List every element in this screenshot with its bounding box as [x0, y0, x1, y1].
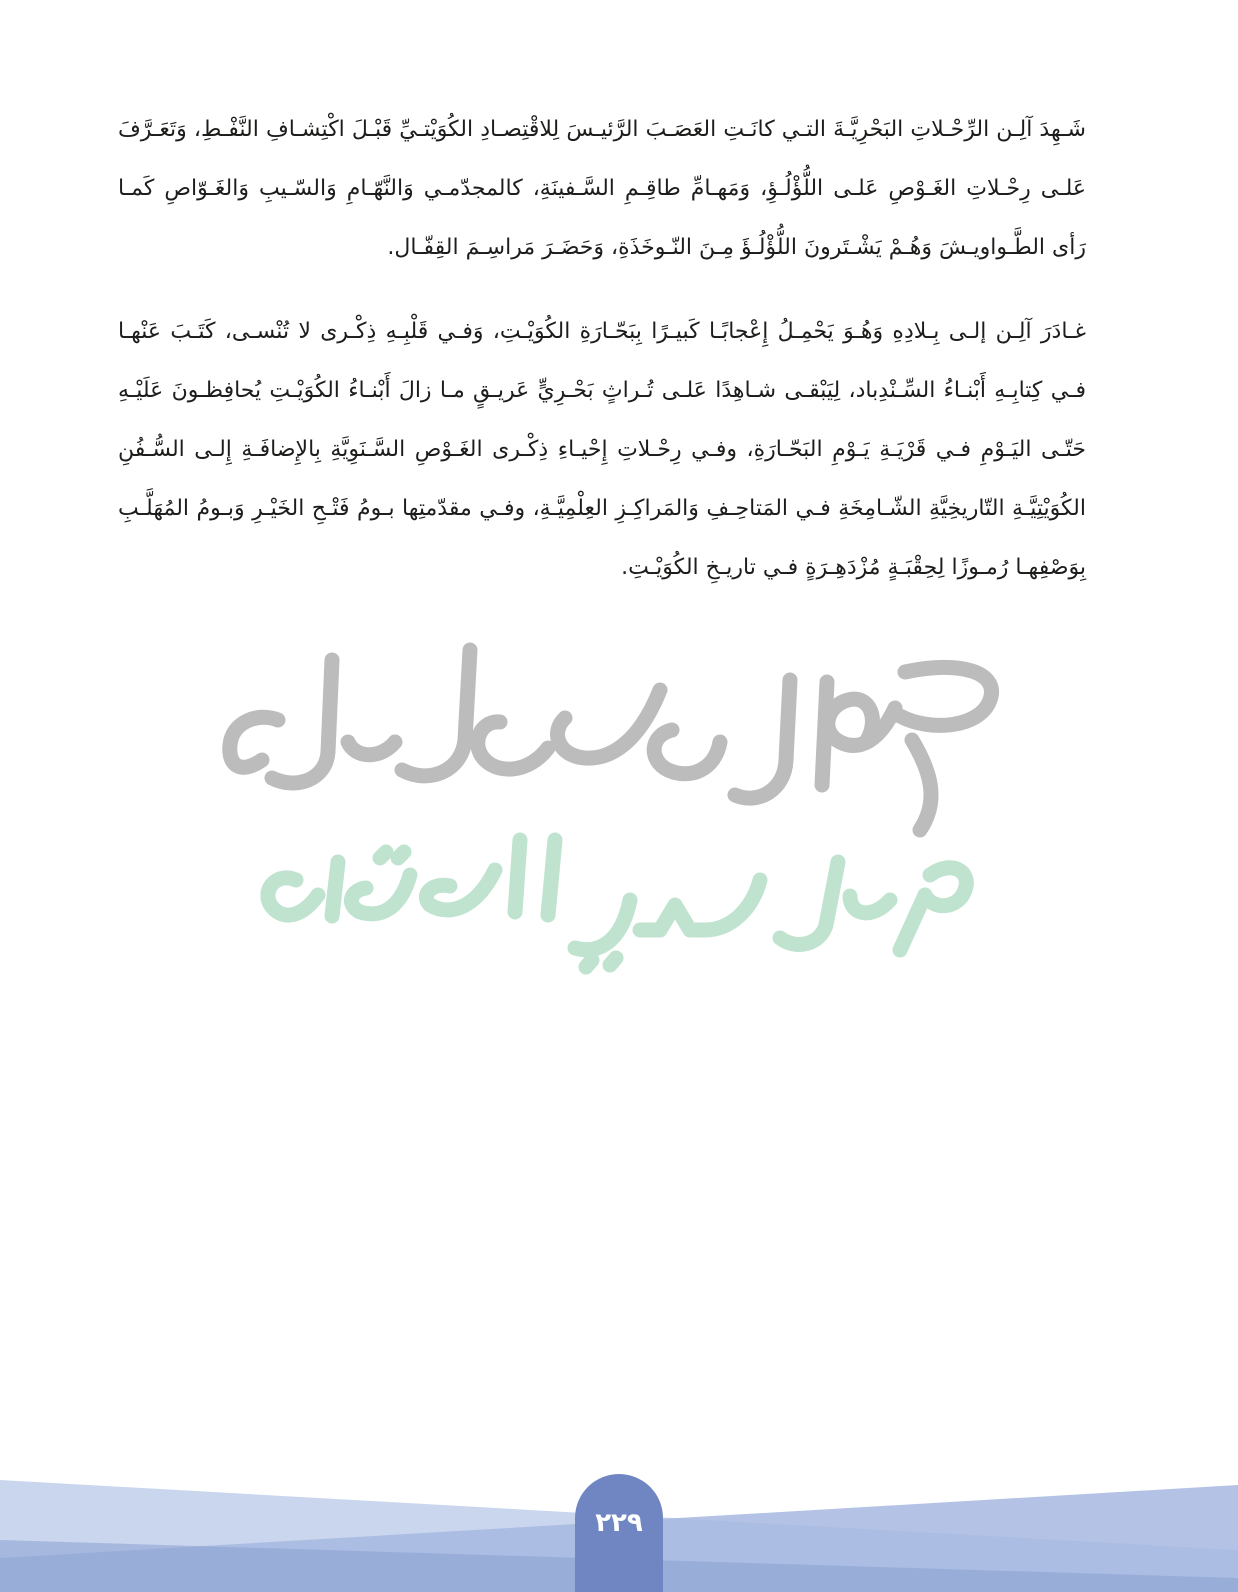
- paragraph-1: شَـهِدَ آلِـن الرِّحْـلاتِ البَحْرِيَّـةَ التـي كانَـتِ العَصَـبَ الرَّئيـسَ لِلاقْتِصـادِ الكُوَيْتـيِّ قَبْـلَ اكْتِشـافِ النَّفْـطِ، وَتَعَـرَّفَ عَلـى رِحْـلاتِ الغَـوْصِ عَلـى اللُّؤْلُـؤِ، وَمَهـامِّ طاقِـمِ السَّـفينَةِ، كالمجدّمـي وَالنَّهّـامِ وَالسّـيبِ وَالغَـوّاصِ كَمـا رَأى الطَّـواويـشَ وَهُـمْ يَشْـتَرونَ اللُّؤْلُـؤَ مِـنَ النّـوخَذَةِ، وَحَضَـرَ مَراسِـمَ القِفّـال.: [118, 117, 1086, 260]
- watermark-line-1: [230, 650, 992, 830]
- paragraph-2: غـادَرَ آلِـن إلـى بِـلادِهِ وَهُـوَ يَحْمِـلُ إِعْجابًـا كَبيـرًا بِبَحّـارَةِ الكُوَيْـتِ، وَفـي قَلْبِـهِ ذِكْـرى لا تُنْسـى، كَتَـبَ عَنْهـا فـي كِتابِـهِ أَبْنـاءُ السِّـنْدِباد، لِيَبْقـى شـاهِدًا عَلـى تُـراثٍ بَحْـرِيٍّ عَريـقٍ مـا زالَ أَبْنـاءُ الكُوَيْـتِ يُحافِظـونَ عَلَيْـهِ حَتّـى اليَـوْمِ فـي قَرْيَـةِ يَـوْمِ البَحّـارَةِ، وفـي رِحْـلاتِ إِحْيـاءِ ذِكْـرى الغَـوْصِ السَّـنَوِيَّةِ بِالإِضافَـةِ إِلـى السُّـفُنِ الكُوَيْتِيَّـةِ التّاريخِيَّةِ الشّـامِخَةِ فـي المَتاحِـفِ وَالمَراكِـزِ العِلْمِيَّـةِ، وفـي مقدّمتِها بـومُ فَتْـحِ الخَيْـرِ وَبـومُ المُهَلَّـبِ بِوَصْفِهـا رُمـوزًا لِحِقْبَـةٍ مُزْدَهِـرَةٍ فـي تاريـخِ الكُوَيْـتِ.: [118, 319, 1086, 580]
- watermark-line-2: [268, 840, 966, 967]
- page-number: ٢٢٩: [595, 1508, 643, 1538]
